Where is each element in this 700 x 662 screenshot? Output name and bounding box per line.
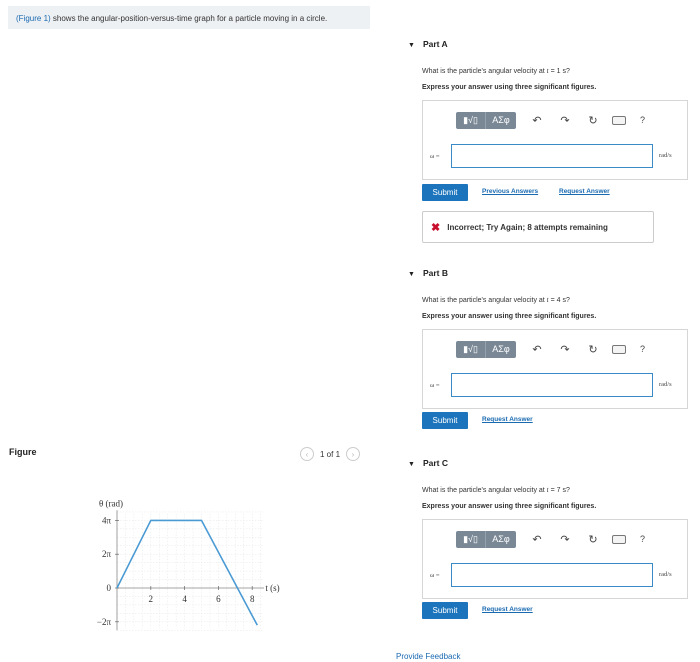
angular-position-graph [80,488,290,633]
redo-icon[interactable]: ↷ [560,533,570,546]
x-axis-label: t (s) [265,583,280,593]
part-a-answer-input[interactable] [451,144,653,168]
request-answer-link[interactable]: Request Answer [482,416,533,423]
part-a-question [422,67,570,75]
feedback-text: Incorrect; Try Again; 8 attempts remaining [447,222,608,232]
math-toolbar [456,110,645,130]
toolbar-group [456,112,516,129]
figure-label: Figure [9,447,37,457]
question-text: What is the particle's angular velocity at [422,68,547,75]
page-count: 1 of 1 [320,449,341,459]
x-tick-label: 2 [148,594,154,604]
part-b-question [422,296,570,304]
templates-button[interactable]: ▮√▯ [456,531,486,548]
templates-button[interactable]: ▮√▯ [456,112,486,129]
y-tick-label: −2π [96,616,111,627]
part-b-answer-box [422,329,688,409]
intro-text: shows the angular-position-versus-time graph for a particle moving in a circle. [50,14,328,23]
part-c-answer-box [422,519,688,599]
parts-column [396,0,700,662]
part-a-header[interactable] [408,39,448,49]
figure-link[interactable]: (Figure 1) [16,14,51,23]
part-c-title: Part C [422,458,448,468]
x-tick-label: 8 [249,594,255,604]
collapse-caret-icon: ▼ [408,461,415,468]
x-tick-label: 6 [216,594,221,604]
undo-icon[interactable]: ↶ [532,533,542,546]
figure-pager [300,447,360,461]
part-b-answer-input[interactable] [451,373,653,397]
part-c-submit-button[interactable]: Submit [422,602,468,619]
part-c-instruction: Express your answer using three significant figures. [422,503,597,510]
keyboard-icon[interactable] [612,345,626,354]
part-c-header[interactable] [408,458,448,468]
greek-symbols-button[interactable]: ΑΣφ [492,115,510,125]
question-end: = 4 s? [548,297,570,304]
y-tick-label: 2π [101,549,111,560]
redo-icon[interactable]: ↷ [560,343,570,356]
y-tick-label: 4π [101,515,111,526]
t-symbol: t [546,67,549,75]
part-c-question [422,486,570,494]
y-axis-label: θ (rad) [99,498,124,509]
part-a-submit-button[interactable]: Submit [422,184,468,201]
incorrect-x-icon: ✖ [431,221,441,234]
math-toolbar [456,529,645,549]
t-symbol: t [546,486,549,494]
part-b-title: Part B [422,268,448,278]
toolbar-group [456,531,516,548]
request-answer-link[interactable]: Request Answer [559,188,610,195]
reset-icon[interactable]: ↻ [588,114,598,127]
collapse-caret-icon: ▼ [408,271,415,278]
provide-feedback-link[interactable]: Provide Feedback [396,652,461,661]
previous-answers-link[interactable]: Previous Answers [482,188,539,195]
grid [117,512,262,630]
part-c-answer-input[interactable] [451,563,653,587]
omega-label: ω = [430,572,440,579]
part-a-instruction: Express your answer using three significant figures. [422,84,597,91]
greek-symbols-button[interactable]: ΑΣφ [492,534,510,544]
question-text: What is the particle's angular velocity at [422,297,547,304]
help-button[interactable]: ? [640,115,646,125]
reset-icon[interactable]: ↻ [588,343,598,356]
question-text: What is the particle's angular velocity at [422,487,547,494]
unit-label: rad/s [659,152,672,159]
greek-symbols-button[interactable]: ΑΣφ [492,344,510,354]
t-symbol: t [546,296,549,304]
x-tick-label: 4 [182,594,187,604]
omega-label: ω = [430,382,440,389]
part-b-instruction: Express your answer using three significant figures. [422,313,597,320]
part-a-answer-box [422,100,688,180]
help-button[interactable]: ? [640,344,646,354]
unit-label: rad/s [659,571,672,578]
theta-series-line [117,520,257,625]
reset-icon[interactable]: ↻ [588,533,598,546]
question-end: = 1 s? [548,68,570,75]
question-end: = 7 s? [548,487,570,494]
omega-label: ω = [430,153,440,160]
next-figure-icon[interactable]: › [346,447,360,461]
toolbar-group [456,341,516,358]
request-answer-link[interactable]: Request Answer [482,606,533,613]
prev-figure-icon[interactable]: ‹ [300,447,314,461]
part-b-submit-button[interactable]: Submit [422,412,468,429]
part-a-feedback [422,211,654,243]
unit-label: rad/s [659,381,672,388]
collapse-caret-icon: ▼ [408,42,415,49]
keyboard-icon[interactable] [612,116,626,125]
intro-banner [8,6,370,29]
undo-icon[interactable]: ↶ [532,114,542,127]
math-toolbar [456,339,645,359]
part-b-header[interactable] [408,268,448,278]
y-tick-label: 0 [106,583,111,593]
redo-icon[interactable]: ↷ [560,114,570,127]
help-button[interactable]: ? [640,534,646,544]
undo-icon[interactable]: ↶ [532,343,542,356]
part-a-title: Part A [422,39,448,49]
keyboard-icon[interactable] [612,535,626,544]
templates-button[interactable]: ▮√▯ [456,341,486,358]
